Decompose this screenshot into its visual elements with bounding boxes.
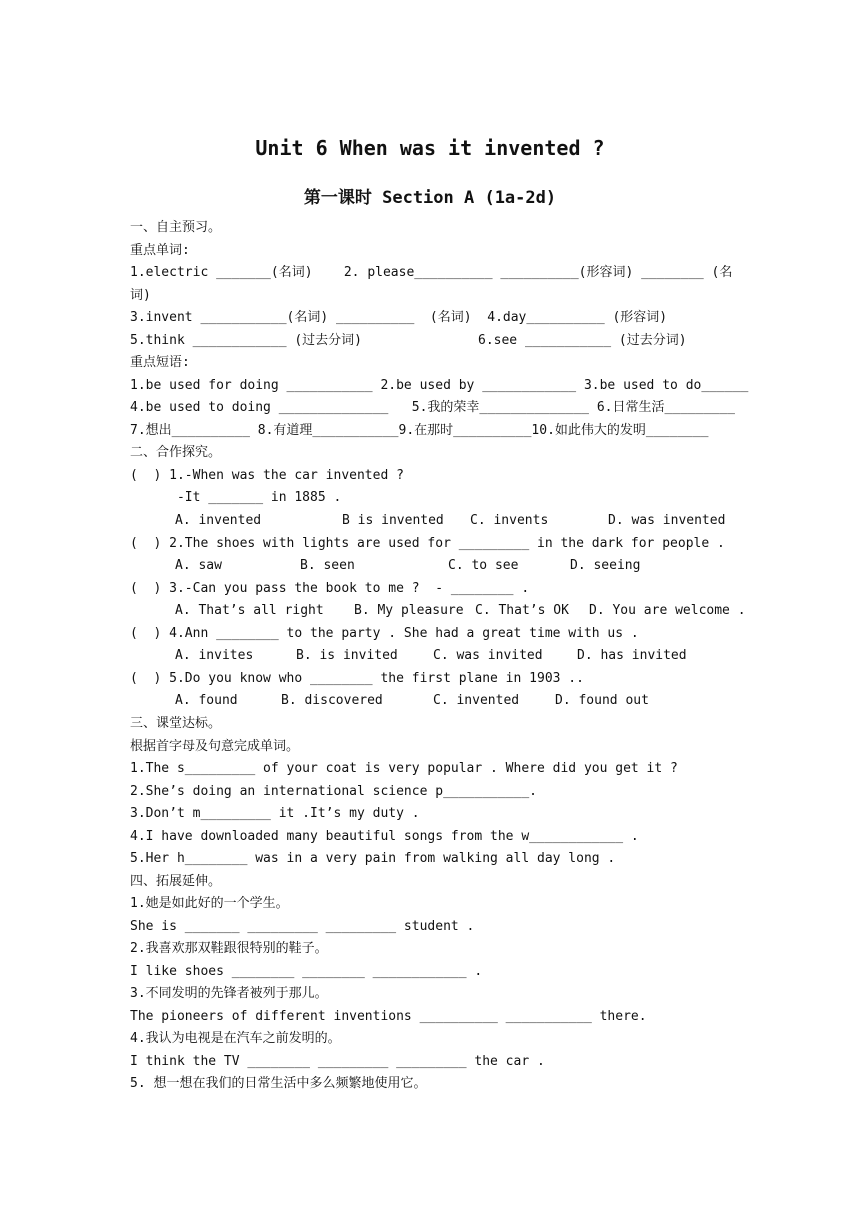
phrase-line-3: 7.想出__________ 8.有道理___________9.在那时__________10.如此伟大的发明________ <box>130 423 709 438</box>
section-4-heading: 四、拓展延伸。 <box>130 874 222 889</box>
option-a: A. found <box>175 693 238 708</box>
option-b: B. seen <box>300 558 355 573</box>
phrase-line-1: 1.be used for doing ___________ 2.be used by ____________ 3.be used to do______ <box>130 378 749 393</box>
question-3: ( ) 3.-Can you pass the book to me ? - ________ . <box>130 581 530 596</box>
option-c: C. invented <box>433 693 520 708</box>
translate-answer-2: I like shoes ________ ________ ____________ . <box>130 964 483 979</box>
fill-sentence-1: 1.The s_________ of your coat is very popular . Where did you get it ? <box>130 761 678 776</box>
section-1-heading: 一、自主预习。 <box>130 220 222 235</box>
question-4: ( ) 4.Ann ________ to the party . She had a great time with us . <box>130 626 639 641</box>
translate-answer-3: The pioneers of different inventions __________ ___________ there. <box>130 1009 647 1024</box>
worksheet-subtitle: 第一课时 Section A (1a-2d) <box>303 188 557 208</box>
section-2-heading: 二、合作探究。 <box>130 445 222 460</box>
translate-answer-1: She is _______ _________ _________ student . <box>130 919 475 934</box>
key-words-heading: 重点单词: <box>130 243 190 258</box>
question-2: ( ) 2.The shoes with lights are used for _________ in the dark for people . <box>130 536 725 551</box>
option-b: B. is invited <box>296 648 398 663</box>
option-d: D. found out <box>555 693 649 708</box>
fill-sentence-2: 2.She’s doing an international science p___________. <box>130 784 537 799</box>
option-c: C. invents <box>470 513 549 528</box>
fill-sentence-5: 5.Her h________ was in a very pain from walking all day long . <box>130 851 616 866</box>
translate-prompt-5: 5. 想一想在我们的日常生活中多么频繁地使用它。 <box>130 1076 427 1091</box>
section-3-heading: 三、课堂达标。 <box>130 716 222 731</box>
key-phrases-heading: 重点短语: <box>130 355 190 370</box>
vocab-see: 6.see ___________ (过去分词) <box>478 333 687 348</box>
fill-sentence-4: 4.I have downloaded many beautiful songs from the w____________ . <box>130 829 639 844</box>
vocab-line-1-wrap: 词) <box>130 288 151 303</box>
translate-prompt-1: 1.她是如此好的一个学生。 <box>130 896 289 911</box>
option-d: D. was invented <box>608 513 726 528</box>
question-1: ( ) 1.-When was the car invented ? <box>130 468 404 483</box>
translate-prompt-3: 3.不同发明的先锋者被列于那儿。 <box>130 986 328 1001</box>
worksheet-title: Unit 6 When was it invented ? <box>255 136 605 160</box>
option-c: C. to see <box>448 558 519 573</box>
translate-answer-4: I think the TV ________ _________ _________ the car . <box>130 1054 545 1069</box>
option-a: A. invites <box>175 648 254 663</box>
translate-prompt-4: 4.我认为电视是在汽车之前发明的。 <box>130 1031 341 1046</box>
option-d: D. You are welcome . <box>589 603 746 618</box>
translate-prompt-2: 2.我喜欢那双鞋跟很特别的鞋子。 <box>130 941 328 956</box>
vocab-think: 5.think ____________ (过去分词) <box>130 333 363 348</box>
phrase-line-2: 4.be used to doing ______________ 5.我的荣幸______________ 6.日常生活_________ <box>130 400 735 415</box>
option-a: A. That’s all right <box>175 603 324 618</box>
option-d: D. seeing <box>570 558 641 573</box>
option-b: B. My pleasure <box>354 603 464 618</box>
section-3-instruction: 根据首字母及句意完成单词。 <box>130 739 300 754</box>
option-c: C. was invited <box>433 648 543 663</box>
vocab-line-2: 3.invent ___________(名词) __________ (名词) 4.day__________ (形容词) <box>130 310 668 325</box>
option-a: A. saw <box>175 558 222 573</box>
question-5: ( ) 5.Do you know who ________ the first plane in 1903 .. <box>130 671 584 686</box>
option-b: B is invented <box>342 513 444 528</box>
vocab-line-1: 1.electric _______(名词) 2. please__________ __________(形容词) ________ (名 <box>130 265 733 280</box>
option-a: A. invented <box>175 513 262 528</box>
question-1-answer-line: -It _______ in 1885 . <box>130 490 342 505</box>
fill-sentence-3: 3.Don’t m_________ it .It’s my duty . <box>130 806 420 821</box>
option-d: D. has invited <box>577 648 687 663</box>
option-c: C. That’s OK <box>475 603 569 618</box>
option-b: B. discovered <box>281 693 383 708</box>
